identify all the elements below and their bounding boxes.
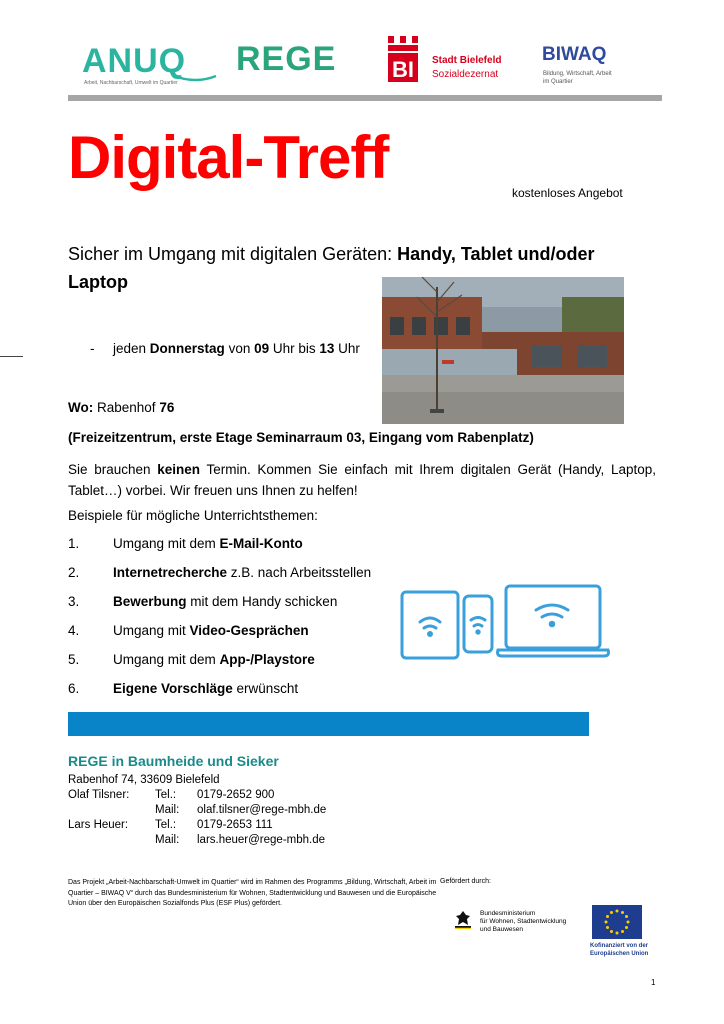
bielefeld-city: Stadt Bielefeld [432, 55, 502, 66]
bielefeld-monogram: BI [392, 57, 414, 82]
topic-number: 2. [68, 565, 80, 580]
contact-email[interactable]: lars.heuer@rege-mbh.de [197, 834, 326, 846]
topic-number: 6. [68, 681, 80, 696]
topic-number: 5. [68, 652, 80, 667]
funded-by-label: Gefördert durch: [440, 878, 491, 885]
biwaq-tagline-2: im Quartier [543, 79, 573, 85]
contact-phone[interactable]: 0179-2653 111 [197, 819, 273, 831]
margin-mark [0, 356, 23, 357]
examples-heading: Beispiele für mögliche Unterrichtsthemen: [68, 508, 318, 523]
topic-item: Umgang mit Video-Gesprächen [113, 623, 309, 638]
ministry-logo-text: Bundesministerium für Wohnen, Stadtentwicklung und Bauwesen [480, 910, 567, 933]
topic-item: Umgang mit dem E-Mail-Konto [113, 536, 303, 551]
contact-heading: REGE in Baumheide und Sieker [68, 753, 279, 769]
building-photo [382, 277, 624, 424]
eu-flag-icon [592, 905, 642, 939]
section-divider-bar [68, 712, 589, 736]
subtitle-line1: Sicher im Umgang mit digitalen Geräten: Handy, Tablet und/oder [68, 244, 595, 264]
tel-label: Tel.: [155, 819, 177, 831]
bielefeld-department: Sozialdezernat [432, 69, 499, 80]
rege-logo: REGE [236, 40, 337, 78]
bielefeld-crest-icon [386, 36, 420, 82]
location-details: (Freizeitzentrum, erste Etage Seminarraum 03, Eingang vom Rabenplatz) [68, 430, 534, 445]
topic-item: Umgang mit dem App-/Playstore [113, 652, 315, 667]
anuq-logo: ANUQ [82, 42, 187, 80]
tablet-phone-laptop-wifi-icon [396, 578, 616, 662]
subtitle-line2: Laptop [68, 272, 128, 292]
biwaq-logo: BIWAQ [542, 44, 607, 65]
eu-cofunded-text: Kofinanziert von der Europäischen Union [590, 943, 649, 957]
project-funding-text: Das Projekt „Arbeit-Nachbarschaft-Umwelt im Quartier“ wird im Rahmen des Programms „Bildung, Wirtschaft, Arbeit im Quartier – BIWAQ V“ durch das Bundesministerium für Wohnen, Stadtentwicklung und Bauwesen und die Europäische Union über den Europäischen Sozialfonds Plus (ESF Plus) gefördert. [68, 879, 437, 907]
title-note: kostenloses Angebot [512, 186, 623, 200]
federal-eagle-icon [455, 909, 471, 929]
anuq-tagline: Arbeit, Nachbarschaft, Umwelt im Quartier [84, 80, 178, 86]
contact-email[interactable]: olaf.tilsner@rege-mbh.de [197, 804, 327, 816]
location-line: Wo: Rabenhof 76 [68, 400, 175, 415]
page-number: 1 [651, 978, 656, 987]
contact-name: Olaf Tilsner: [68, 789, 130, 801]
topic-number: 4. [68, 623, 80, 638]
header-divider [68, 95, 662, 101]
anuq-swoosh-icon [172, 72, 218, 84]
tel-label: Tel.: [155, 789, 177, 801]
topic-item: Internetrecherche z.B. nach Arbeitsstellen [113, 565, 372, 580]
info-paragraph: Sie brauchen keinen Termin. Kommen Sie einfach mit Ihrem digitalen Gerät (Handy, Laptop, Tablet…) vorbei. Wir freuen uns Ihnen zu helfen! [68, 462, 656, 498]
topic-number: 1. [68, 536, 80, 551]
contact-name: Lars Heuer: [68, 819, 129, 831]
page-title: Digital-Treff [68, 124, 389, 191]
schedule-text: jeden Donnerstag von 09 Uhr bis 13 Uhr [113, 341, 360, 356]
topic-number: 3. [68, 594, 80, 609]
mail-label: Mail: [155, 834, 180, 846]
mail-label: Mail: [155, 804, 180, 816]
contact-address: Rabenhof 74, 33609 Bielefeld [68, 774, 220, 786]
biwaq-tagline-1: Bildung, Wirtschaft, Arbeit [543, 71, 612, 77]
topic-item: Eigene Vorschläge erwünscht [113, 681, 299, 696]
schedule-bullet: - [90, 341, 95, 356]
topic-item: Bewerbung mit dem Handy schicken [113, 594, 338, 609]
contact-phone[interactable]: 0179-2652 900 [197, 789, 275, 801]
